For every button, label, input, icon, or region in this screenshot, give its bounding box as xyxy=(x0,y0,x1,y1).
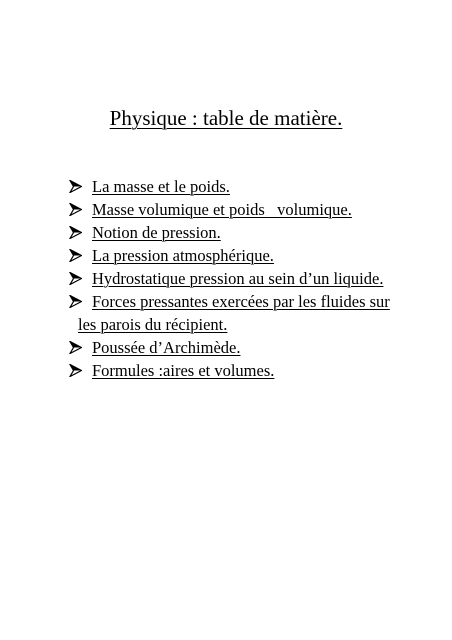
toc-item-label: Formules :aires et volumes. xyxy=(92,361,275,380)
toc-item-label: Masse volumique et poids volumique. xyxy=(92,200,352,219)
arrowhead-bullet-icon xyxy=(69,295,82,308)
toc-item-label: Poussée d’Archimède. xyxy=(92,338,241,357)
toc-item-forces-pressantes xyxy=(68,290,438,336)
toc-item-notion-pression xyxy=(68,221,438,244)
arrowhead-bullet-icon xyxy=(69,364,82,377)
toc-item-hydrostatique xyxy=(68,267,438,290)
toc-item-pression-atmospherique xyxy=(68,244,438,267)
arrowhead-bullet-icon xyxy=(69,180,82,193)
page-title: Physique : table de matière. xyxy=(109,106,343,130)
arrowhead-bullet-icon xyxy=(69,203,82,216)
toc-item-masse-poids xyxy=(68,175,438,198)
toc-item-label: La pression atmosphérique. xyxy=(92,246,274,265)
toc-item-label: Notion de pression. xyxy=(92,223,221,242)
arrowhead-bullet-icon xyxy=(69,341,82,354)
toc-item-masse-volumique xyxy=(68,198,438,221)
arrowhead-bullet-icon xyxy=(69,226,82,239)
toc-item-label-line-1: Forces pressantes exercées par les fluides sur xyxy=(92,292,390,311)
table-of-contents xyxy=(68,175,438,382)
arrowhead-bullet-icon xyxy=(69,272,82,285)
toc-item-label-line-2: les parois du récipient. xyxy=(78,315,228,334)
toc-item-poussee-archimede xyxy=(68,336,438,359)
arrowhead-bullet-icon xyxy=(69,249,82,262)
toc-item-label: Hydrostatique pression au sein d’un liquide. xyxy=(92,269,384,288)
toc-item-label: La masse et le poids. xyxy=(92,177,230,196)
toc-item-formules xyxy=(68,359,438,382)
